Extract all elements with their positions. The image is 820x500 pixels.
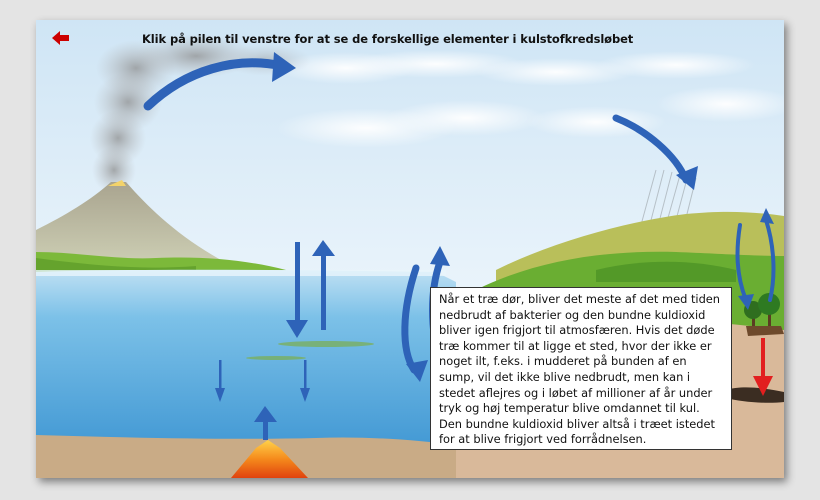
info-box <box>430 287 732 450</box>
ocean <box>36 270 456 460</box>
back-arrow-icon[interactable] <box>52 30 70 46</box>
instruction-text: Klik på pilen til venstre for at se de forskellige elementer i kulstofkredsløbet <box>142 32 634 46</box>
info-box-text: Når et træ dør, bliver det meste af det med tiden nedbrudt af bakterier og den bundne kuldioxid bliver igen frigjort til atmosfæren. Hvis det døde træ kommer til at ligge et sted, hvor der ikke er noget ilt, f.eks. i mudderet på bunden af en sump, vil det ikke blive nedbrudt, men kan i stedet aflejres og i løbet af millioner af år under tryk og høj temperatur blive omdannet til kul. Den bundne kuldioxid bliver altså i træet istedet for at blive frigjort ved forrådnelsen. <box>439 292 721 447</box>
